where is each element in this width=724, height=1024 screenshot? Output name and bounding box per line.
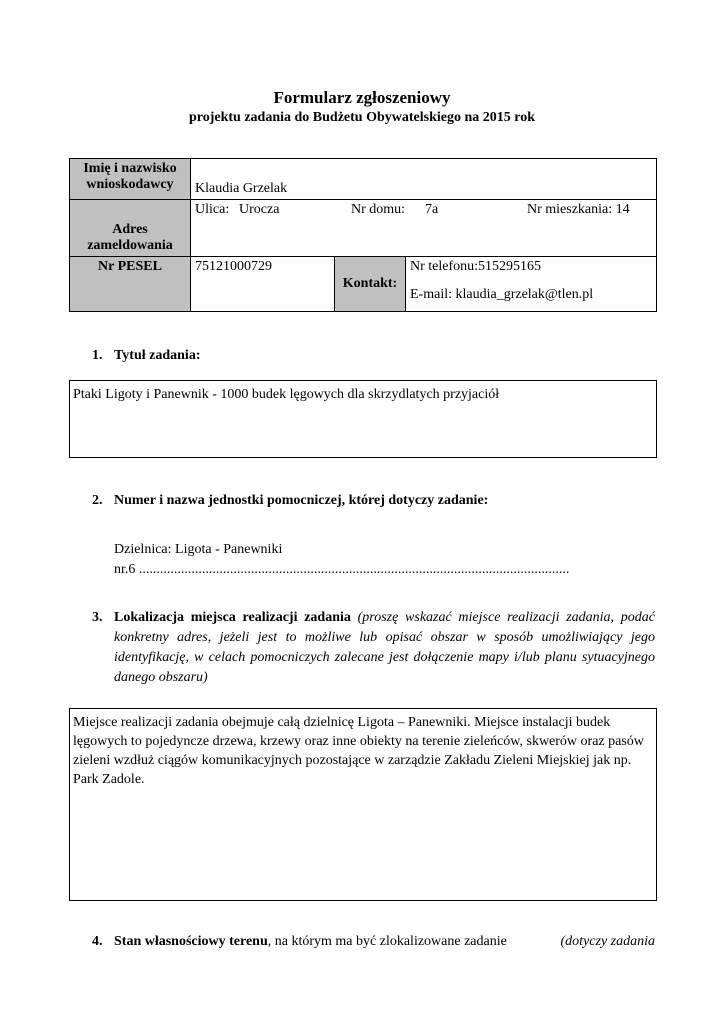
contact-value xyxy=(406,257,657,312)
form-subtitle: projektu zadania do Budżetu Obywatelskiego na 2015 rok xyxy=(188,110,536,125)
section-2-number: 2. xyxy=(92,493,103,508)
name-label: Imię i nazwisko wnioskodawcy xyxy=(70,159,191,200)
section-4-body: , na którym ma być zlokalizowane zadanie xyxy=(267,934,507,949)
contact-label: Kontakt: xyxy=(335,257,406,312)
section-1-number: 1. xyxy=(92,348,103,363)
district-number: nr.6 ........................................................................................................................... xyxy=(114,562,570,577)
section-3-note: (proszę wskazać miejsce realizacji zadania, podać konkretny adres, jeżeli jest to możliwe lub opisać obszar w sposób umożliwiający jego identyfikację, w celach pomocniczych zalecane jest dołączenie mapy i/lub planu sytuacyjnego danego obszaru) xyxy=(114,610,655,685)
section-3-number: 3. xyxy=(92,610,103,625)
applicant-table xyxy=(69,158,657,312)
house-value: 7a xyxy=(425,202,439,217)
flat-label: Nr mieszkania: 14 xyxy=(527,202,630,217)
section-2-heading: Numer i nazwa jednostki pomocniczej, której dotyczy zadanie: xyxy=(114,493,489,508)
section-4-number: 4. xyxy=(92,934,103,949)
pesel-value: 75121000729 xyxy=(191,257,335,312)
section-4-note: (dotyczy zadania xyxy=(560,934,655,949)
section-3-text xyxy=(114,608,655,688)
address-label: Adres zameldowania xyxy=(70,200,191,257)
location-box: Miejsce realizacji zadania obejmuje całą dzielnicę Ligota – Panewniki. Miejsce instalacji budek lęgowych to pojedyncze drzewa, krzewy oraz inne obiekty na terenie zieleńców, skwerów oraz pasów zieleni wzdłuż ciągów komunikacyjnych pozostające w zarządzie Zakładu Zieleni Miejskiej jak np. Park Zadole. xyxy=(69,708,657,901)
district-line: Dzielnica: Ligota - Panewniki xyxy=(114,542,283,557)
pesel-label: Nr PESEL xyxy=(70,257,191,312)
house-label: Nr domu: xyxy=(351,202,406,217)
email-value: E-mail: klaudia_grzelak@tlen.pl xyxy=(410,287,594,302)
section-4-heading: Stan własnościowy terenu xyxy=(114,934,268,949)
street-value: Urocza xyxy=(239,202,280,217)
name-value: Klaudia Grzelak xyxy=(191,159,657,200)
section-3-heading: Lokalizacja miejsca realizacji zadania xyxy=(114,610,351,625)
section-1-heading: Tytuł zadania: xyxy=(114,348,201,363)
street-label: Ulica: xyxy=(195,202,230,217)
address-value xyxy=(191,200,657,257)
section-4-text xyxy=(114,932,655,952)
form-title: Formularz zgłoszeniowy xyxy=(273,88,451,107)
title-box: Ptaki Ligoty i Panewnik - 1000 budek lęgowych dla skrzydlatych przyjaciół xyxy=(69,380,657,458)
phone-value: Nr telefonu:515295165 xyxy=(410,259,542,274)
